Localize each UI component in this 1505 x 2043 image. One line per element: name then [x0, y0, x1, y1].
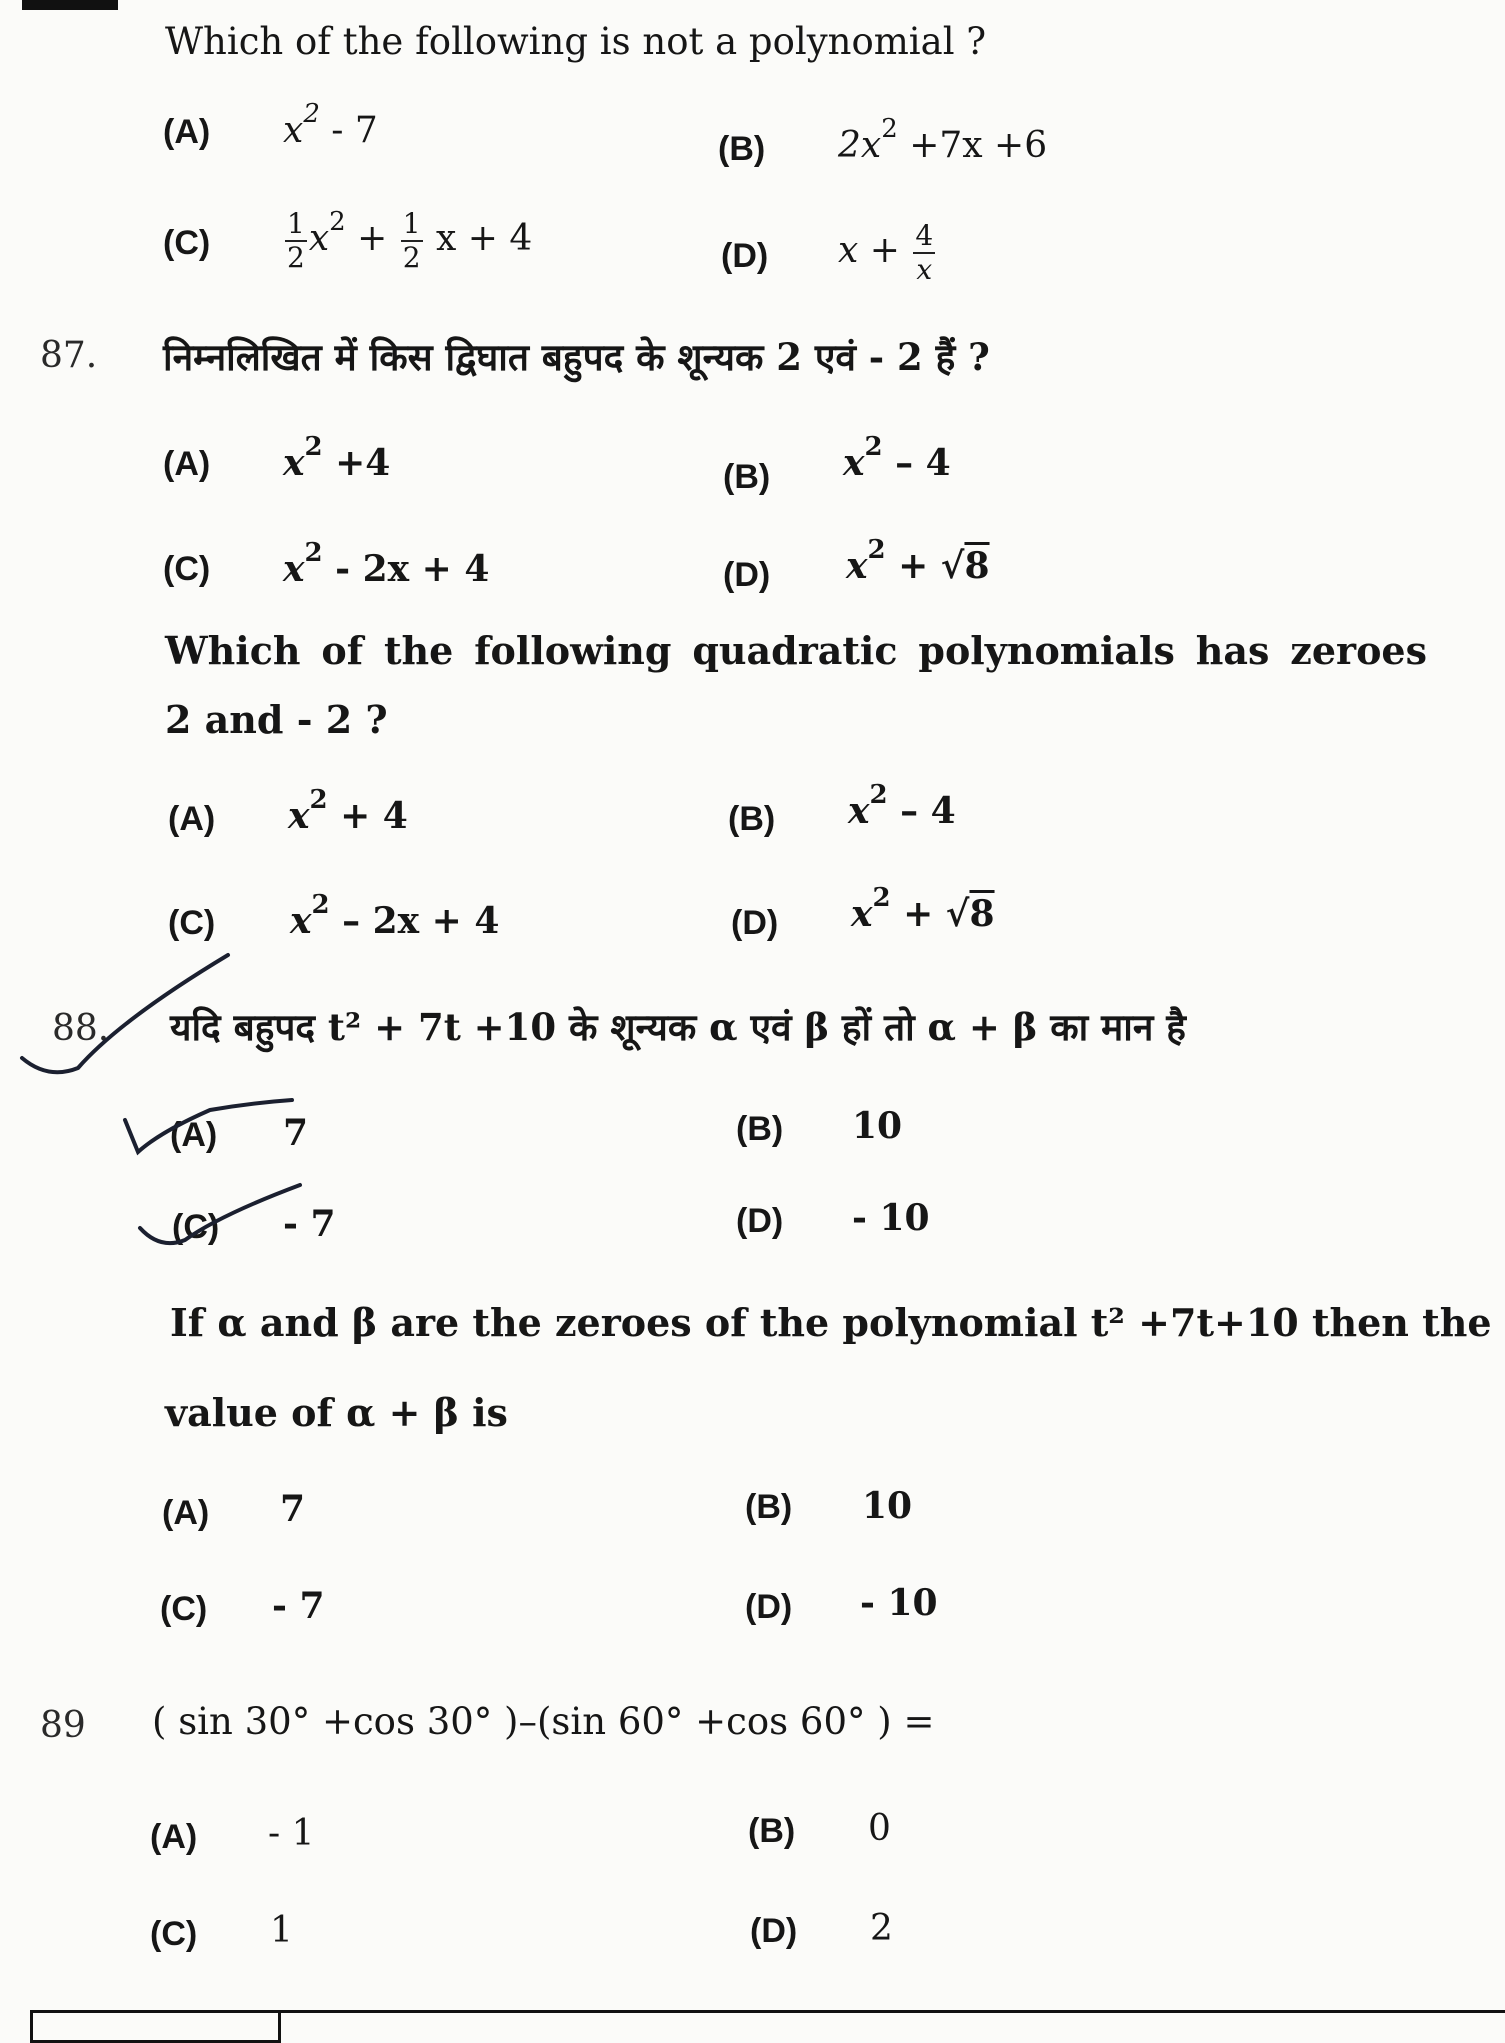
q88-en-option-a: 7 [280, 1488, 306, 1530]
q87-en-option-b-label: (B) [728, 800, 776, 838]
q86-stem: Which of the following is not a polynomial ? [165, 20, 987, 63]
q87-en-option-c-label: (C) [168, 904, 216, 942]
q87-hi-option-a-label: (A) [163, 445, 211, 483]
q89-option-b: 0 [868, 1808, 891, 1849]
q88-hi-option-b-label: (B) [736, 1110, 784, 1148]
q86-option-b-label: (B) [718, 130, 766, 168]
q89-option-a-label: (A) [150, 1818, 198, 1856]
q87-stem-hindi: निम्नलिखित में किस द्विघात बहुपद के शून्यक 2 एवं - 2 हैं ? [163, 335, 990, 379]
q88-hi-option-d-label: (D) [736, 1202, 784, 1240]
q88-stem-hindi: यदि बहुपद t² + 7t +10 के शून्यक α एवं β हों तो α + β का मान है [170, 1005, 1186, 1049]
q89-option-d: 2 [870, 1908, 893, 1949]
q88-hi-option-a-label: (A) [170, 1116, 218, 1154]
q89-stem: ( sin 30° +cos 30° )–(sin 60° +cos 60° ) = [152, 1700, 935, 1743]
q88-hi-option-a: 7 [283, 1112, 309, 1154]
q87-hi-option-a: $x^2 +4$ [283, 432, 391, 484]
q87-en-option-a: $x^2 + 4$ [288, 785, 408, 837]
q87-hi-option-d: $x^2 + √8$ [846, 535, 990, 587]
q87-en-option-a-label: (A) [168, 800, 216, 838]
q86-option-b: $2x^2 +7x +6$ [838, 114, 1048, 166]
q88-number: 88. [52, 1008, 110, 1049]
q88-hi-option-c: - 7 [283, 1203, 336, 1245]
q86-option-a: $x^2 - 7$ [283, 99, 378, 151]
q88-stem-english-line1: If α and β are the zeroes of the polynomial t² +7t+10 then the [170, 1300, 1492, 1345]
q89-option-d-label: (D) [750, 1912, 798, 1950]
q88-hi-option-d: - 10 [852, 1197, 930, 1239]
q88-en-option-b-label: (B) [745, 1488, 793, 1526]
q89-option-a: - 1 [268, 1813, 315, 1854]
q89-option-c: 1 [270, 1910, 293, 1951]
q88-en-option-d-label: (D) [745, 1588, 793, 1626]
q88-stem-english-line2: value of α + β is [165, 1390, 508, 1435]
q86-option-d: x + $\frac{4}{x}$ [838, 219, 934, 286]
q87-en-option-d: $x^2 + √8$ [851, 883, 995, 935]
q88-en-option-a-label: (A) [162, 1494, 210, 1532]
q87-en-option-c: $x^2 - 2x + 4$ [290, 890, 500, 942]
q88-en-option-d: - 10 [860, 1582, 938, 1624]
q87-hi-option-b-label: (B) [723, 458, 771, 496]
q87-hi-option-c: $x^2 - 2x + 4$ [283, 538, 490, 590]
q88-hi-option-b: 10 [852, 1105, 903, 1147]
q86-option-c: $\frac{1}{2}$ $x^2$ + $\frac{1}{2}$ x + 4 [287, 207, 533, 274]
q87-en-option-b: $x^2 - 4$ [848, 780, 956, 832]
q87-hi-option-d-label: (D) [723, 556, 771, 594]
q87-stem-english-line1: Which of the following quadratic polynomials has zeroes [165, 628, 1427, 673]
q88-en-option-c: - 7 [272, 1585, 325, 1627]
q87-number: 87. [40, 335, 98, 376]
q86-option-d-label: (D) [721, 237, 769, 275]
q87-stem-english-line2: 2 and - 2 ? [165, 697, 388, 742]
q88-hi-option-c-label: (C) [172, 1208, 220, 1246]
q86-option-a-label: (A) [163, 113, 211, 151]
q87-hi-option-c-label: (C) [163, 550, 211, 588]
page-corner-mark [22, 0, 118, 10]
q87-hi-option-b: $x^2 - 4$ [843, 432, 951, 484]
q89-number: 89 [40, 1705, 86, 1746]
q87-en-option-d-label: (D) [731, 904, 779, 942]
q86-option-c-label: (C) [163, 224, 211, 262]
q89-option-b-label: (B) [748, 1812, 796, 1850]
footer-code-box [30, 2010, 281, 2043]
q88-en-option-b: 10 [862, 1485, 913, 1527]
q89-option-c-label: (C) [150, 1915, 198, 1953]
q88-en-option-c-label: (C) [160, 1590, 208, 1628]
